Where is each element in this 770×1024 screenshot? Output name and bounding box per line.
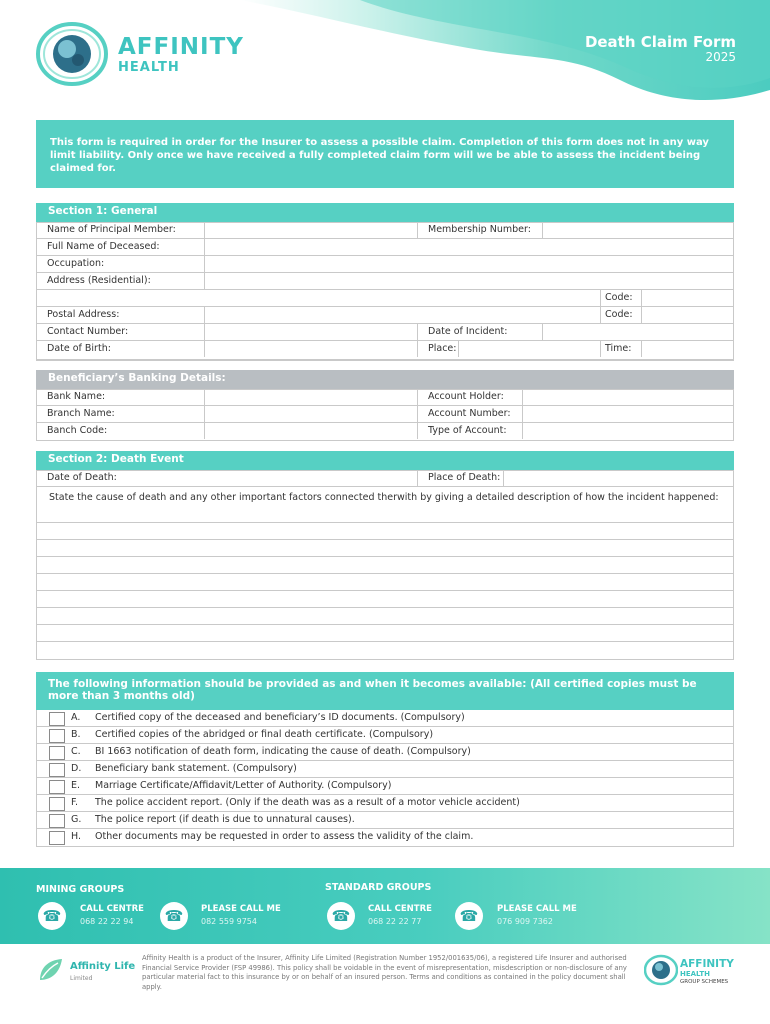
section1-row-4 <box>36 273 734 290</box>
date-of-incident-label: Date of Incident: <box>418 324 543 340</box>
checkbox-e[interactable] <box>49 780 65 794</box>
phone-icon: ☎ <box>455 902 483 930</box>
place-of-death-field[interactable] <box>504 470 733 486</box>
description-line-7[interactable] <box>36 625 734 642</box>
checkbox-f[interactable] <box>49 797 65 811</box>
checklist-item-f <box>36 795 734 812</box>
mining-call-centre-number[interactable]: 068 22 22 94 <box>80 917 134 926</box>
date-of-birth-field[interactable] <box>205 341 418 357</box>
affinity-health-logo <box>36 22 256 82</box>
ah-line1: AFFINITY <box>680 958 734 970</box>
checklist-item-d <box>36 761 734 778</box>
checklist-header: The following information should be provided as and when it becomes available: (All certified copies must be more than 3 months old) <box>36 672 734 710</box>
legal-disclaimer: Affinity Health is a product of the Insurer, Affinity Life Limited (Registration Number 1952/001635/06), a registered Life Insurer and authorised Financial Service Provider (FSP 49986). This policy shall be voidable in the event of misrepresentation, misdescription or non-disclosure of any particular material fact to this insurance by or on behalf of an insured person. Terms and conditions as contained in the policy document shall apply. <box>142 954 627 991</box>
place-label: Place: <box>418 341 459 357</box>
section1-header: Section 1: General <box>36 203 734 222</box>
checklist-text: Certified copies of the abridged or final death certificate. (Compulsory) <box>95 729 434 740</box>
banking-row-1 <box>36 389 734 406</box>
postal-address-label: Postal Address: <box>37 307 205 323</box>
place-of-death-label: Place of Death: <box>418 470 504 486</box>
code-label: Code: <box>601 290 642 306</box>
affinity-life-name: Affinity Life <box>70 961 136 972</box>
branch-code-field[interactable] <box>205 423 418 439</box>
principal-member-field[interactable] <box>205 222 418 238</box>
checklist-letter: B. <box>71 729 81 740</box>
branch-name-field[interactable] <box>205 406 418 422</box>
checklist-letter: H. <box>71 831 81 842</box>
account-number-field[interactable] <box>523 406 733 422</box>
time-label: Time: <box>601 341 642 357</box>
section1-row-1 <box>36 222 734 239</box>
mining-please-call-me-label: PLEASE CALL ME <box>201 904 281 914</box>
description-line-3[interactable] <box>36 557 734 574</box>
checklist-text: Marriage Certificate/Affidavit/Letter of Authority. (Compulsory) <box>95 780 392 791</box>
checklist-text: Beneficiary bank statement. (Compulsory) <box>95 763 297 774</box>
checklist-text: The police accident report. (Only if the death was as a result of a motor vehicle accident) <box>95 797 520 808</box>
banking-row-3 <box>36 423 734 441</box>
principal-member-label: Name of Principal Member: <box>37 222 205 238</box>
mining-please-call-me-number[interactable]: 082 559 9754 <box>201 917 257 926</box>
leaf-logo-icon <box>36 956 66 984</box>
ah-line3: GROUP SCHEMES <box>680 979 729 985</box>
section2-row-1 <box>36 470 734 487</box>
checkbox-c[interactable] <box>49 746 65 760</box>
checklist-item-b <box>36 727 734 744</box>
checklist-letter: E. <box>71 780 81 791</box>
affinity-life-sub: Limited <box>70 975 93 982</box>
phone-icon: ☎ <box>160 902 188 930</box>
date-of-death-label: Date of Death: <box>37 470 418 486</box>
phone-icon: ☎ <box>38 902 66 930</box>
full-name-deceased-label: Full Name of Deceased: <box>37 239 205 255</box>
account-holder-field[interactable] <box>523 389 733 405</box>
postal-address-field[interactable] <box>205 307 601 323</box>
code-field[interactable] <box>642 290 733 306</box>
description-line-5[interactable] <box>36 591 734 608</box>
postal-code-field[interactable] <box>642 307 733 323</box>
checklist-item-c <box>36 744 734 761</box>
affinity-life-logo <box>36 956 136 986</box>
section1-row-7 <box>36 324 734 341</box>
account-holder-label: Account Holder: <box>418 389 523 405</box>
membership-number-label: Membership Number: <box>418 222 543 238</box>
checklist-letter: A. <box>71 712 81 723</box>
globe-logo-icon <box>36 22 108 86</box>
checklist-text: Certified copy of the deceased and beneficiary’s ID documents. (Compulsory) <box>95 712 465 723</box>
address-field[interactable] <box>205 273 733 289</box>
checkbox-g[interactable] <box>49 814 65 828</box>
occupation-field[interactable] <box>205 256 733 272</box>
standard-call-centre-number[interactable]: 068 22 22 77 <box>368 917 422 926</box>
checklist-text: The police report (if death is due to unnatural causes). <box>95 814 355 825</box>
checkbox-a[interactable] <box>49 712 65 726</box>
full-name-deceased-field[interactable] <box>205 239 733 255</box>
bank-name-label: Bank Name: <box>37 389 205 405</box>
address-label: Address (Residential): <box>37 273 205 289</box>
header-wave <box>240 0 770 110</box>
date-of-birth-label: Date of Birth: <box>37 341 205 357</box>
phone-icon: ☎ <box>327 902 355 930</box>
type-of-account-label: Type of Account: <box>418 423 523 439</box>
contact-number-label: Contact Number: <box>37 324 205 340</box>
description-line-1[interactable] <box>36 523 734 540</box>
ah-line2: HEALTH <box>680 970 710 978</box>
globe-logo-icon <box>644 954 678 986</box>
checkbox-d[interactable] <box>49 763 65 777</box>
checklist-item-e <box>36 778 734 795</box>
checklist-letter: D. <box>71 763 82 774</box>
section1-row-8 <box>36 341 734 360</box>
section1-row-2 <box>36 239 734 256</box>
contact-number-field[interactable] <box>205 324 418 340</box>
postal-code-label: Code: <box>601 307 642 323</box>
date-of-incident-field[interactable] <box>543 324 733 340</box>
checklist-text: Other documents may be requested in order to assess the validity of the claim. <box>95 831 474 842</box>
standard-call-centre-label: CALL CENTRE <box>368 904 432 914</box>
place-field[interactable] <box>459 341 601 357</box>
standard-groups-label: STANDARD GROUPS <box>325 882 432 893</box>
brand-line1: AFFINITY <box>118 34 244 60</box>
description-line-6[interactable] <box>36 608 734 625</box>
time-field[interactable] <box>642 341 733 357</box>
checklist-item-g <box>36 812 734 829</box>
checkbox-h[interactable] <box>49 831 65 845</box>
banking-row-2 <box>36 406 734 423</box>
intro-notice: This form is required in order for the Insurer to assess a possible claim. Completion of this form does not in any way limit liability. Only once we have received a fully completed claim form will we be able to assess the incident being claimed for. <box>36 120 734 188</box>
section1-row-6 <box>36 307 734 324</box>
section2-header: Section 2: Death Event <box>36 451 734 470</box>
membership-number-field[interactable] <box>543 222 733 238</box>
form-year: 2025 <box>705 50 736 64</box>
branch-code-label: Banch Code: <box>37 423 205 439</box>
description-line-4[interactable] <box>36 574 734 591</box>
checkbox-b[interactable] <box>49 729 65 743</box>
checklist-item-a <box>36 710 734 727</box>
banking-header: Beneficiary’s Banking Details: <box>36 370 734 389</box>
section1-row-5 <box>36 290 734 307</box>
checklist-letter: C. <box>71 746 81 757</box>
checklist-letter: G. <box>71 814 82 825</box>
standard-please-call-me-number[interactable]: 076 909 7362 <box>497 917 553 926</box>
standard-please-call-me-label: PLEASE CALL ME <box>497 904 577 914</box>
brand-line2: HEALTH <box>118 60 180 75</box>
affinity-health-group-schemes-logo <box>644 954 744 988</box>
occupation-label: Occupation: <box>37 256 205 272</box>
account-number-label: Account Number: <box>418 406 523 422</box>
mining-groups-label: MINING GROUPS <box>36 884 125 895</box>
description-line-2[interactable] <box>36 540 734 557</box>
address-field-line2[interactable] <box>37 290 601 306</box>
checklist-letter: F. <box>71 797 78 808</box>
form-title: Death Claim Form <box>584 33 736 51</box>
description-line-8[interactable] <box>36 642 734 660</box>
checklist-item-h <box>36 829 734 847</box>
mining-call-centre-label: CALL CENTRE <box>80 904 144 914</box>
type-of-account-field[interactable] <box>523 423 733 439</box>
bank-name-field[interactable] <box>205 389 418 405</box>
section1-row-3 <box>36 256 734 273</box>
checklist-text: BI 1663 notification of death form, indicating the cause of death. (Compulsory) <box>95 746 471 757</box>
branch-name-label: Branch Name: <box>37 406 205 422</box>
death-description-instructions: State the cause of death and any other important factors connected therwith by giving a detailed description of how the incident happened: <box>36 487 734 523</box>
